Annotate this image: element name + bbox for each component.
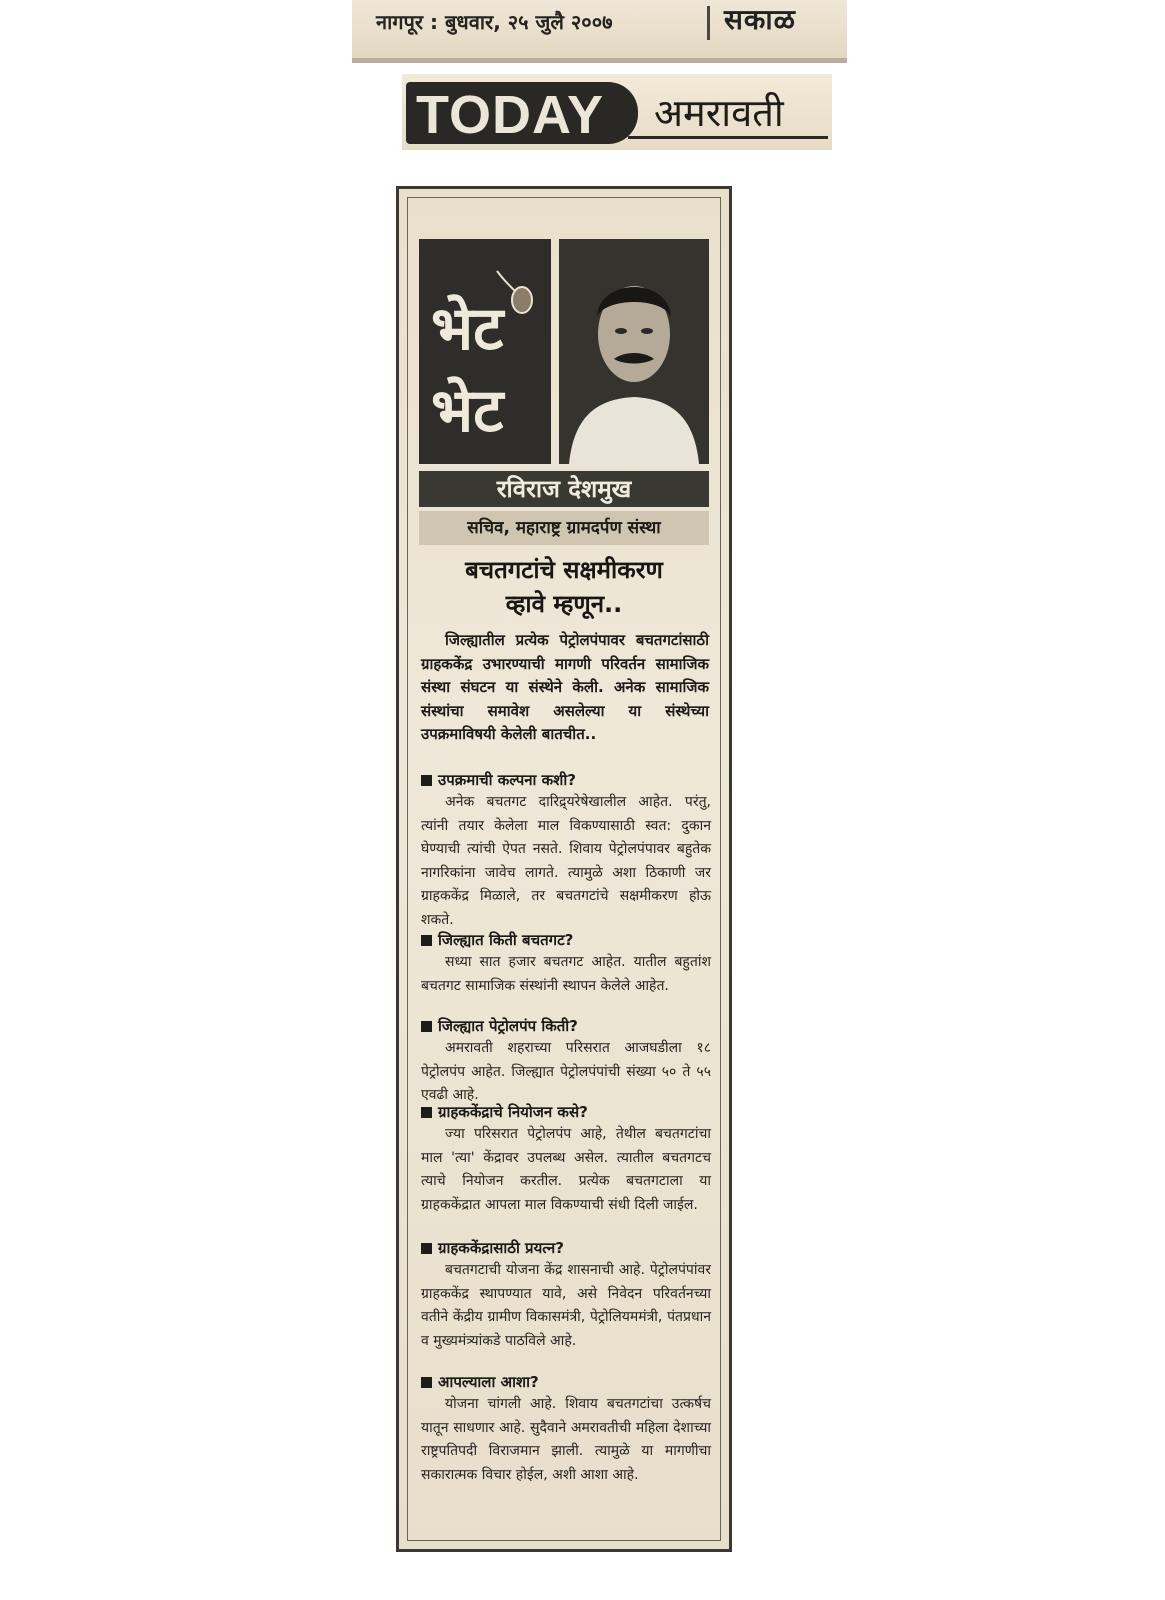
answer: सध्या सात हजार बचतगट आहेत. यातील बहुतांश बचतगट सामाजिक संस्थांनी स्थापन केलेले आहेत.: [421, 954, 711, 994]
qa-block: [421, 1371, 711, 1487]
person-role: सचिव, महाराष्ट्र ग्रामदर्पण संस्था: [419, 511, 709, 545]
answer: अनेक बचतगट दारिद्र्यरेषेखालील आहेत. परंतु, त्यांनी तयार केलेला माल विकण्यासाठी स्वत: दुकान घेण्याची त्यांची ऐपत नसते. शिवाय पेट्रोलपंपावर बहुतेक नागरिकांना जावेच लागते. त्यामुळे अशा ठिकाणी जर ग्राहककेंद्र मिळाले, तर बचतगटांचे सक्षमीकरण होऊ शकते.: [421, 794, 711, 928]
person-portrait: [559, 239, 709, 464]
answer: योजना चांगली आहे. शिवाय बचतगटांचा उत्कर्षच यातून साधणार आहे. सुदैवाने अमरावतीची महिला देशाच्या राष्ट्रपतिपदी विराजमान झाली. त्यामुळे या मागणीचा सकारात्मक विचार होईल, अशी आशा आहे.: [421, 1396, 711, 1483]
dateline: नागपूर : बुधवार, २५ जुलै २००७: [376, 10, 613, 34]
qa-block: [421, 769, 711, 932]
square-bullet-icon: [421, 1243, 432, 1254]
column-title-box: [419, 239, 551, 464]
square-bullet-icon: [421, 935, 432, 946]
answer: बचतगटाची योजना केंद्र शासनाची आहे. पेट्रोलपंपांवर ग्राहककेंद्र स्थापण्यात यावे, असे निवेदन परिवर्तनच्या वतीने केंद्रीय ग्रामीण विकासमंत्री, पेट्रोलियममंत्री, पंतप्रधान व मुख्यमंत्र्यांकडे पाठविले आहे.: [421, 1262, 711, 1349]
qa-block: [421, 1015, 711, 1108]
person-name: रविराज देशमुख: [419, 471, 709, 507]
square-bullet-icon: [421, 1021, 432, 1032]
qa-block: [421, 1237, 711, 1353]
answer: अमरावती शहराच्या परिसरात आजघडीला १८ पेट्रोलपंप आहेत. जिल्ह्यात पेट्रोलपंपांची संख्या ५० ते ५५ एवढी आहे.: [421, 1040, 711, 1103]
question: आपल्याला आशा?: [421, 1371, 711, 1393]
question: उपक्रमाची कल्पना कशी?: [421, 769, 711, 791]
headline-line-1: बचतगटांचे सक्षमीकरण: [465, 556, 663, 584]
question: ग्राहककेंद्रासाठी प्रयत्न?: [421, 1237, 711, 1259]
square-bullet-icon: [421, 775, 432, 786]
qa-block: [421, 929, 711, 998]
question: जिल्ह्यात किती बचतगट?: [421, 929, 711, 951]
article-lead: जिल्ह्यातील प्रत्येक पेट्रोलपंपावर बचतगटांसाठी ग्राहककेंद्र उभारण्याची मागणी परिवर्तन सामाजिक संस्था संघटन या संस्थेने केली. अनेक सामाजिक संस्थांचा समावेश असलेल्या या संस्थेच्या उपक्रमाविषयी केलेली बातचीत..: [421, 631, 709, 743]
square-bullet-icon: [421, 1107, 432, 1118]
section-label: TODAY: [416, 85, 605, 145]
headline-line-2: व्हावे म्हणून..: [505, 590, 623, 618]
square-bullet-icon: [421, 1377, 432, 1388]
section-city: अमरावती: [654, 91, 784, 135]
question: जिल्ह्यात पेट्रोलपंप किती?: [421, 1015, 711, 1037]
article-column: [396, 186, 732, 1552]
column-title-line-2: भेट: [431, 376, 504, 446]
answer: ज्या परिसरात पेट्रोलपंप आहे, तेथील बचतगटांचा माल 'त्या' केंद्रावर उपलब्ध असेल. त्यातील बचतगटच त्याचे नियोजन करतील. प्रत्येक बचतगटाला या ग्राहककेंद्रात आपला माल विकण्याची संधी दिली जाईल.: [421, 1126, 711, 1213]
column-header: [419, 239, 709, 464]
masthead-divider: [707, 6, 710, 40]
question: ग्राहककेंद्राचे नियोजन कसे?: [421, 1101, 711, 1123]
article-headline: [419, 553, 709, 621]
masthead-strip: [352, 0, 847, 63]
section-rule: [628, 136, 828, 139]
qa-block: [421, 1101, 711, 1217]
newspaper-name: सकाळ: [724, 3, 796, 36]
column-title-line-1: भेट: [431, 294, 504, 364]
section-header: [402, 74, 832, 150]
